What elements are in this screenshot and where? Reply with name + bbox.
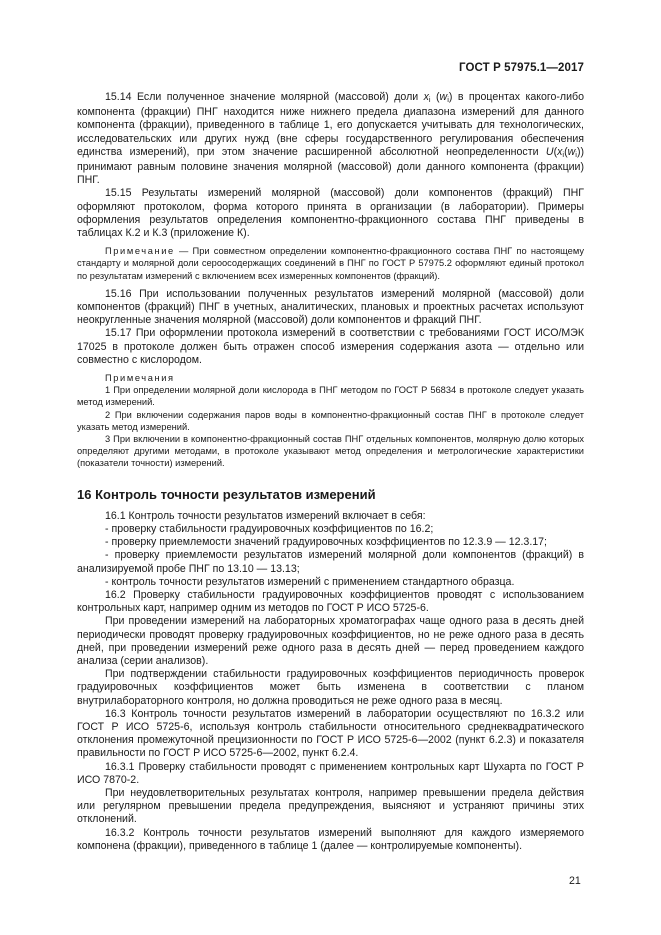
paragraph-15-14: 15.14 Если полученное значение молярной (массовой) доли $x_i$ $(w_i)$ в процентах какого-либо компонента (фракции) ПНГ находится ниже нижнего предела диапазона измерений для данного компонента (фракции), приведенного в таблице 1, его допускается учитывать для технологических, исследовательских или других нужд (вне сферы государственного регулирования обеспечения единства измерений), при этом значение расширенной абсолютной неопределенности $U(x_i(w_i))$ принимают равным половине значения молярной (массовой) доли данного компонента (фракции) ПНГ. <box>77 91 584 187</box>
note-item: 3 При включении в компонентно-фракционный состав ПНГ отдельных компонентов, молярную долю которых определяют другими методами, в протоколе указывают метод определения и метрологические характеристики (показатели точности) измерений. <box>77 434 584 469</box>
notes-heading: Примечания <box>105 373 175 384</box>
note-item: 2 При включении содержания паров воды в компонентно-фракционный состав ПНГ в протоколе следует указать метод измерений. <box>77 409 584 432</box>
note-15-15: Примечание — При совместном определении компонентно-фракционного состава ПНГ по настоящему стандарту и молярной доли сероосодержащих соединений в ПНГ по ГОСТ Р 57975.2 оформляют единый протокол по результатам измерений с включением всех измеренных компонентов (фракций). <box>77 246 584 281</box>
paragraph-15-15: 15.15 Результаты измерений молярной (массовой) доли компонентов (фракций) ПНГ оформляют протоколом, форма которого принята в организации (в лаборатории). Примеры оформления результатов определения компонентно-фракционного состава ПНГ приведены в таблицах К.2 и К.3 (приложение К). <box>77 187 584 240</box>
section-16-paragraph: 16.3 Контроль точности результатов измерений в лаборатории осуществляют по 16.3.2 или ГОСТ Р ИСО 5725-6, используя контроль стабильности относительного среднеквадратического отклонения промежуточной прецизионности по ГОСТ Р ИСО 5725-6—2002 (пункт 6.2.3) и показателя правильности по ГОСТ Р ИСО 5725-6—2002, пункт 6.2.4. <box>77 707 584 760</box>
section-16-paragraph: 16.3.2 Контроль точности результатов измерений выполняют для каждого измеряемого компонена (фракции), приведенного в таблице 1 (далее — контролируемые компоненты). <box>77 826 584 852</box>
section-16-paragraph: При подтверждении стабильности градуировочных коэффициентов периодичность проверок градуировочных коэффициентов может быть изменена в соответствии с планом внутрилабораторного контроля, но должна проводиться не реже одного раза в месяц. <box>77 668 584 707</box>
section-16-paragraph: - проверку стабильности градуировочных коэффициентов по 16.2; <box>105 522 434 535</box>
section-16-paragraph: 16.2 Проверку стабильности градуировочных коэффициентов проводят с использованием контрольных карт, например одним из методов по ГОСТ Р ИСО 5725-6. <box>77 588 584 615</box>
section-16-paragraph: - проверку приемлемости результатов измерений молярной доли компонентов (фракций) в анализируемой пробе ПНГ по 13.10 — 13.13; <box>77 549 584 575</box>
note-item: 1 При определении молярной доли кислорода в ПНГ методом по ГОСТ Р 56834 в протоколе следует указать метод измерений. <box>77 385 584 408</box>
section-16-title: 16 Контроль точности результатов измерений <box>77 486 376 502</box>
section-16-paragraph: 16.1 Контроль точности результатов измерений включает в себя: <box>105 509 426 522</box>
paragraph-15-17: 15.17 При оформлении протокола измерений в соответствии с требованиями ГОСТ ИСО/МЭК 17025 в протоколе должен быть отражен способ измерения содержания азота — отдельно или совместно с кислородом. <box>77 327 584 366</box>
section-16-paragraph: При проведении измерений на лабораторных хроматографах чаще одного раза в десять дней периодически проводят проверку градуировочных коэффициентов, но не реже одного раза в десять дней, при проведении измерений реже одного раза в десять дней — перед проведением каждого анализа (серии анализов). <box>77 615 584 667</box>
section-16-paragraph: 16.3.1 Проверку стабильности проводят с применением контрольных карт Шухарта по ГОСТ Р ИСО 7870-2. <box>77 760 584 786</box>
section-16-paragraph: - контроль точности результатов измерений с применением стандартного образца. <box>105 575 515 588</box>
document-body <box>77 91 584 853</box>
page-number: 21 <box>569 875 581 887</box>
document-code-header: ГОСТ Р 57975.1—2017 <box>459 62 584 74</box>
paragraph-15-16: 15.16 При использовании полученных результатов измерений молярной (массовой) доли компонентов (фракций) ПНГ в учетных, аналитических, плановых и проектных расчетах используют неокругленные значения молярной (массовой) доли компонентов и фракций ПНГ. <box>77 287 584 327</box>
section-16-paragraph: - проверку приемлемости значений градуировочных коэффициентов по 12.3.9 — 12.3.17; <box>105 536 547 549</box>
section-16-paragraph: При неудовлетворительных результатах контроля, например превышении предела действия или регулярном превышении предела предупреждения, выясняют и устраняют причины этих отклонений. <box>77 786 584 826</box>
